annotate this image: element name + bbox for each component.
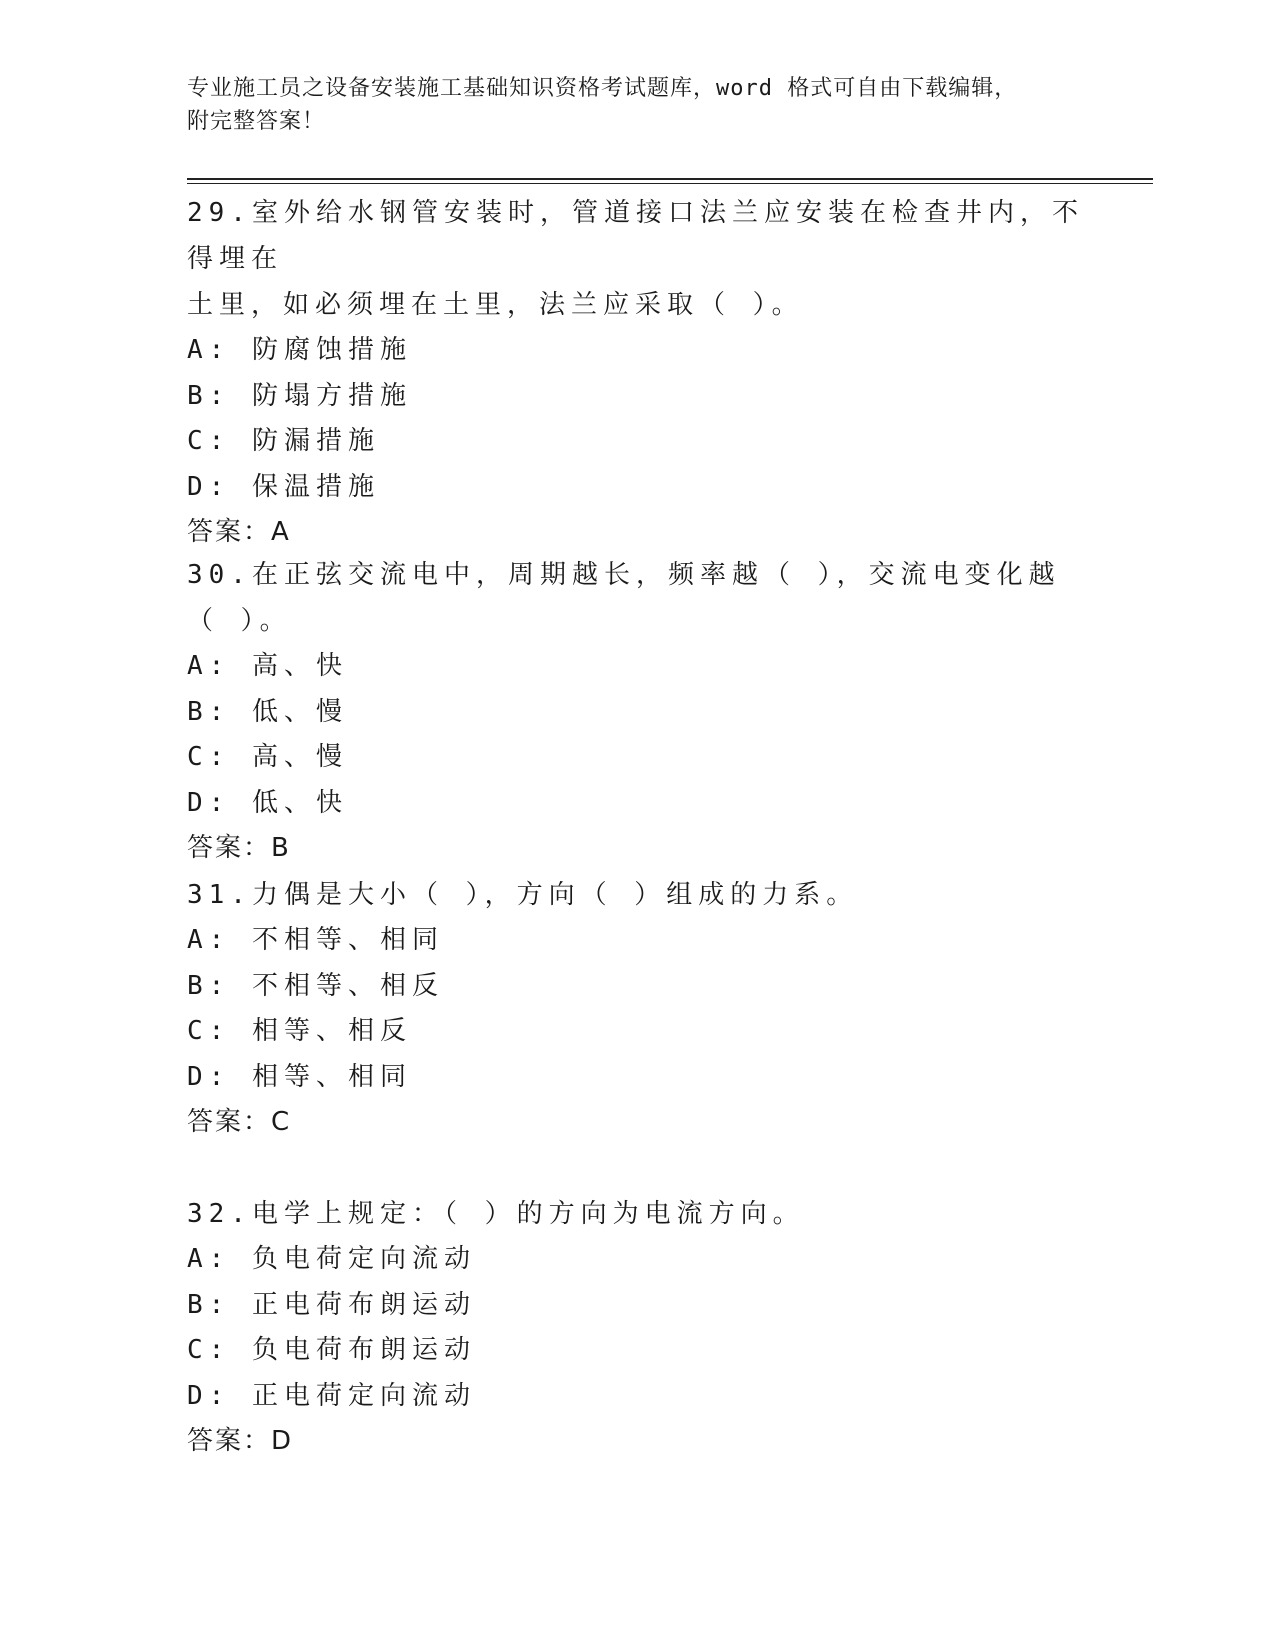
option-c: C: 相等、相反	[187, 1016, 412, 1046]
option-c: C: 负电荷布朗运动	[187, 1335, 476, 1365]
option-b: B: 正电荷布朗运动	[187, 1289, 476, 1320]
question-stem-continued: 土里，如必须埋在土里，法兰应采取（ ）。	[187, 290, 804, 320]
option-c: C: 防漏措施	[187, 426, 380, 456]
option-a: A: 高、快	[187, 651, 348, 681]
header-divider	[187, 178, 1153, 184]
option-a: A: 不相等、相同	[187, 925, 444, 955]
option-d: D: 低、快	[187, 787, 348, 818]
header-line-1: 专业施工员之设备安装施工基础知识资格考试题库，word 格式可自由下载编辑，	[187, 76, 1018, 101]
answer: 答案：B	[187, 833, 291, 863]
option-b: B: 低、慢	[187, 696, 348, 727]
header-line-2: 附完整答案！	[187, 109, 326, 134]
question-32	[187, 1191, 1087, 1464]
answer: 答案：A	[187, 517, 291, 547]
question-29	[187, 190, 1087, 555]
option-a: A: 负电荷定向流动	[187, 1244, 476, 1274]
option-d: D: 相等、相同	[187, 1061, 412, 1092]
answer: 答案：D	[187, 1426, 294, 1456]
question-stem: 32.电学上规定：（ ）的方向为电流方向。	[187, 1199, 805, 1229]
option-a: A: 防腐蚀措施	[187, 335, 412, 365]
document-header	[187, 72, 1087, 138]
question-30	[187, 552, 1087, 871]
question-31	[187, 872, 1087, 1145]
question-stem: 30.在正弦交流电中，周期越长，频率越（ ），交流电变化越（ ）。	[187, 560, 1061, 636]
question-stem: 31.力偶是大小（ ），方向（ ）组成的力系。	[187, 880, 859, 910]
option-b: B: 不相等、相反	[187, 970, 444, 1001]
option-c: C: 高、慢	[187, 742, 348, 772]
option-b: B: 防塌方措施	[187, 380, 412, 411]
answer: 答案：C	[187, 1107, 292, 1137]
option-d: D: 保温措施	[187, 471, 380, 502]
question-stem: 29.室外给水钢管安装时，管道接口法兰应安装在检查井内，不得埋在	[187, 198, 1084, 274]
option-d: D: 正电荷定向流动	[187, 1380, 476, 1411]
